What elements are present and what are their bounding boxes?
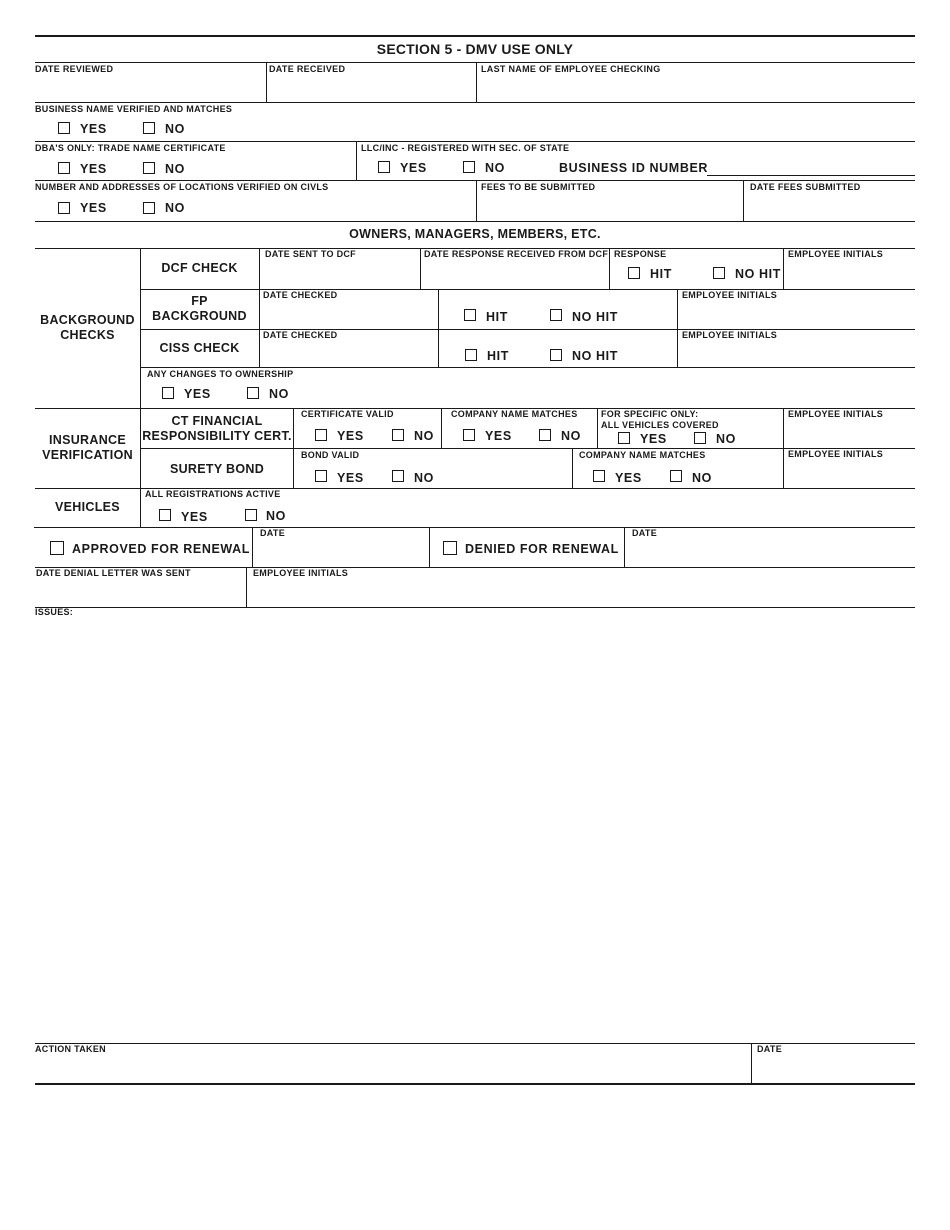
no-label: NO xyxy=(165,162,185,176)
specific-yes-checkbox[interactable] xyxy=(618,432,630,444)
cert-valid-yes-checkbox[interactable] xyxy=(315,429,327,441)
denied-renewal-label: DENIED FOR RENEWAL xyxy=(465,542,619,556)
employee-initials-label: EMPLOYEE INITIALS xyxy=(788,449,884,459)
ct-company-no-checkbox[interactable] xyxy=(539,429,551,441)
insurance-verification-heading: INSURANCE VERIFICATION xyxy=(42,433,133,462)
rule xyxy=(35,102,915,103)
divider xyxy=(420,248,421,289)
date-sent-dcf-label: DATE SENT TO DCF xyxy=(265,249,356,259)
last-name-employee-label: LAST NAME OF EMPLOYEE CHECKING xyxy=(481,64,661,74)
yes-label: YES xyxy=(337,429,364,443)
divider xyxy=(441,408,442,448)
locations-no-checkbox[interactable] xyxy=(143,202,155,214)
no-hit-label: NO HIT xyxy=(572,349,618,363)
divider xyxy=(356,141,357,181)
fp-hit-checkbox[interactable] xyxy=(464,309,476,321)
divider xyxy=(252,527,253,567)
action-taken-label: ACTION TAKEN xyxy=(35,1044,106,1054)
approved-renewal-checkbox[interactable] xyxy=(50,541,64,555)
divider xyxy=(597,408,598,448)
company-name-matches-label: COMPANY NAME MATCHES xyxy=(451,409,578,419)
surety-bond-label: SURETY BOND xyxy=(169,462,265,476)
date-response-dcf-label: DATE RESPONSE RECEIVED FROM DCF xyxy=(424,249,609,259)
employee-initials-label: EMPLOYEE INITIALS xyxy=(682,330,778,340)
yes-label: YES xyxy=(615,471,642,485)
no-label: NO xyxy=(266,509,286,523)
dba-label: DBA'S ONLY: TRADE NAME CERTIFICATE xyxy=(35,143,226,153)
no-label: NO xyxy=(485,161,505,175)
divider xyxy=(246,567,247,607)
no-label: NO xyxy=(716,432,736,446)
yes-label: YES xyxy=(400,161,427,175)
registrations-no-checkbox[interactable] xyxy=(245,509,257,521)
no-hit-label: NO HIT xyxy=(572,310,618,324)
ciss-no-hit-checkbox[interactable] xyxy=(550,349,562,361)
business-name-yes-checkbox[interactable] xyxy=(58,122,70,134)
ownership-no-checkbox[interactable] xyxy=(247,387,259,399)
divider xyxy=(751,1043,752,1083)
hit-label: HIT xyxy=(486,310,508,324)
divider xyxy=(609,248,610,289)
date-checked-label: DATE CHECKED xyxy=(263,330,338,340)
divider xyxy=(624,527,625,567)
no-label: NO xyxy=(165,122,185,136)
dba-yes-checkbox[interactable] xyxy=(58,162,70,174)
rule xyxy=(140,289,915,290)
background-checks-heading: BACKGROUND CHECKS xyxy=(40,313,135,342)
yes-label: YES xyxy=(337,471,364,485)
response-label: RESPONSE xyxy=(614,249,667,259)
bottom-rule xyxy=(35,1083,915,1085)
approved-renewal-label: APPROVED FOR RENEWAL xyxy=(72,542,250,556)
employee-initials-label: EMPLOYEE INITIALS xyxy=(682,290,778,300)
company-name-matches-label: COMPANY NAME MATCHES xyxy=(579,450,706,460)
registrations-yes-checkbox[interactable] xyxy=(159,509,171,521)
fp-no-hit-checkbox[interactable] xyxy=(550,309,562,321)
date-checked-label: DATE CHECKED xyxy=(263,290,338,300)
cert-valid-no-checkbox[interactable] xyxy=(392,429,404,441)
dcf-no-hit-checkbox[interactable] xyxy=(713,267,725,279)
dba-no-checkbox[interactable] xyxy=(143,162,155,174)
no-label: NO xyxy=(561,429,581,443)
ct-financial-cert-label: CT FINANCIAL RESPONSIBILITY CERT. xyxy=(142,414,292,443)
divider xyxy=(438,289,439,367)
issues-label: ISSUES: xyxy=(35,607,74,617)
specific-vehicles-label: FOR SPECIFIC ONLY: ALL VEHICLES COVERED xyxy=(601,409,719,430)
llc-label: LLC/INC - REGISTERED WITH SEC. OF STATE xyxy=(361,143,570,153)
business-id-label: BUSINESS ID NUMBER xyxy=(559,161,709,175)
date-label: DATE xyxy=(757,1044,783,1054)
date-fees-label: DATE FEES SUBMITTED xyxy=(750,182,861,192)
yes-label: YES xyxy=(485,429,512,443)
ct-company-yes-checkbox[interactable] xyxy=(463,429,475,441)
date-reviewed-label: DATE REVIEWED xyxy=(35,64,114,74)
hit-label: HIT xyxy=(487,349,509,363)
date-label: DATE xyxy=(260,528,286,538)
vehicles-heading: VEHICLES xyxy=(55,500,120,514)
fp-background-label: FP BACKGROUND xyxy=(152,294,247,323)
bond-valid-yes-checkbox[interactable] xyxy=(315,470,327,482)
business-name-label: BUSINESS NAME VERIFIED AND MATCHES xyxy=(35,104,233,114)
rule xyxy=(140,367,915,368)
divider xyxy=(783,248,784,289)
denial-letter-label: DATE DENIAL LETTER WAS SENT xyxy=(36,568,191,578)
no-label: NO xyxy=(692,471,712,485)
business-id-input-line[interactable] xyxy=(707,175,915,176)
dcf-check-label: DCF CHECK xyxy=(161,261,238,275)
llc-no-checkbox[interactable] xyxy=(463,161,475,173)
owners-title: OWNERS, MANAGERS, MEMBERS, ETC. xyxy=(349,227,601,241)
rule xyxy=(34,527,915,528)
bond-valid-label: BOND VALID xyxy=(301,450,360,460)
divider xyxy=(572,448,573,488)
locations-label: NUMBER AND ADDRESSES OF LOCATIONS VERIFIED ON CIVLS xyxy=(35,182,329,192)
employee-initials-label: EMPLOYEE INITIALS xyxy=(788,249,884,259)
fees-label: FEES TO BE SUBMITTED xyxy=(481,182,596,192)
llc-yes-checkbox[interactable] xyxy=(378,161,390,173)
dcf-hit-checkbox[interactable] xyxy=(628,267,640,279)
employee-initials-label: EMPLOYEE INITIALS xyxy=(253,568,349,578)
hit-label: HIT xyxy=(650,267,672,281)
ownership-label: ANY CHANGES TO OWNERSHIP xyxy=(147,369,294,379)
no-label: NO xyxy=(414,471,434,485)
ownership-yes-checkbox[interactable] xyxy=(162,387,174,399)
yes-label: YES xyxy=(184,387,211,401)
rule xyxy=(35,221,915,222)
ciss-check-label: CISS CHECK xyxy=(159,341,240,355)
denied-renewal-checkbox[interactable] xyxy=(443,541,457,555)
business-name-no-checkbox[interactable] xyxy=(143,122,155,134)
locations-yes-checkbox[interactable] xyxy=(58,202,70,214)
divider xyxy=(476,180,477,221)
no-label: NO xyxy=(414,429,434,443)
section-title: SECTION 5 - DMV USE ONLY xyxy=(376,41,574,57)
date-received-label: DATE RECEIVED xyxy=(269,64,346,74)
employee-initials-label: EMPLOYEE INITIALS xyxy=(788,409,884,419)
rule xyxy=(35,62,915,63)
divider xyxy=(677,289,678,367)
surety-company-no-checkbox[interactable] xyxy=(670,470,682,482)
no-label: NO xyxy=(165,201,185,215)
bond-valid-no-checkbox[interactable] xyxy=(392,470,404,482)
rule xyxy=(35,1043,915,1044)
divider xyxy=(429,527,430,567)
yes-label: YES xyxy=(80,201,107,215)
specific-no-checkbox[interactable] xyxy=(694,432,706,444)
divider xyxy=(259,248,260,367)
divider xyxy=(266,62,267,102)
divider xyxy=(743,180,744,221)
divider xyxy=(476,62,477,102)
no-label: NO xyxy=(269,387,289,401)
no-hit-label: NO HIT xyxy=(735,267,781,281)
rule xyxy=(35,180,915,181)
surety-company-yes-checkbox[interactable] xyxy=(593,470,605,482)
rule xyxy=(35,141,915,142)
ciss-hit-checkbox[interactable] xyxy=(465,349,477,361)
yes-label: YES xyxy=(181,510,208,524)
rule xyxy=(35,607,915,608)
registrations-active-label: ALL REGISTRATIONS ACTIVE xyxy=(145,489,281,499)
date-label: DATE xyxy=(632,528,658,538)
yes-label: YES xyxy=(80,122,107,136)
yes-label: YES xyxy=(640,432,667,446)
rule xyxy=(140,329,915,330)
certificate-valid-label: CERTIFICATE VALID xyxy=(301,409,394,419)
yes-label: YES xyxy=(80,162,107,176)
top-rule xyxy=(35,35,915,37)
